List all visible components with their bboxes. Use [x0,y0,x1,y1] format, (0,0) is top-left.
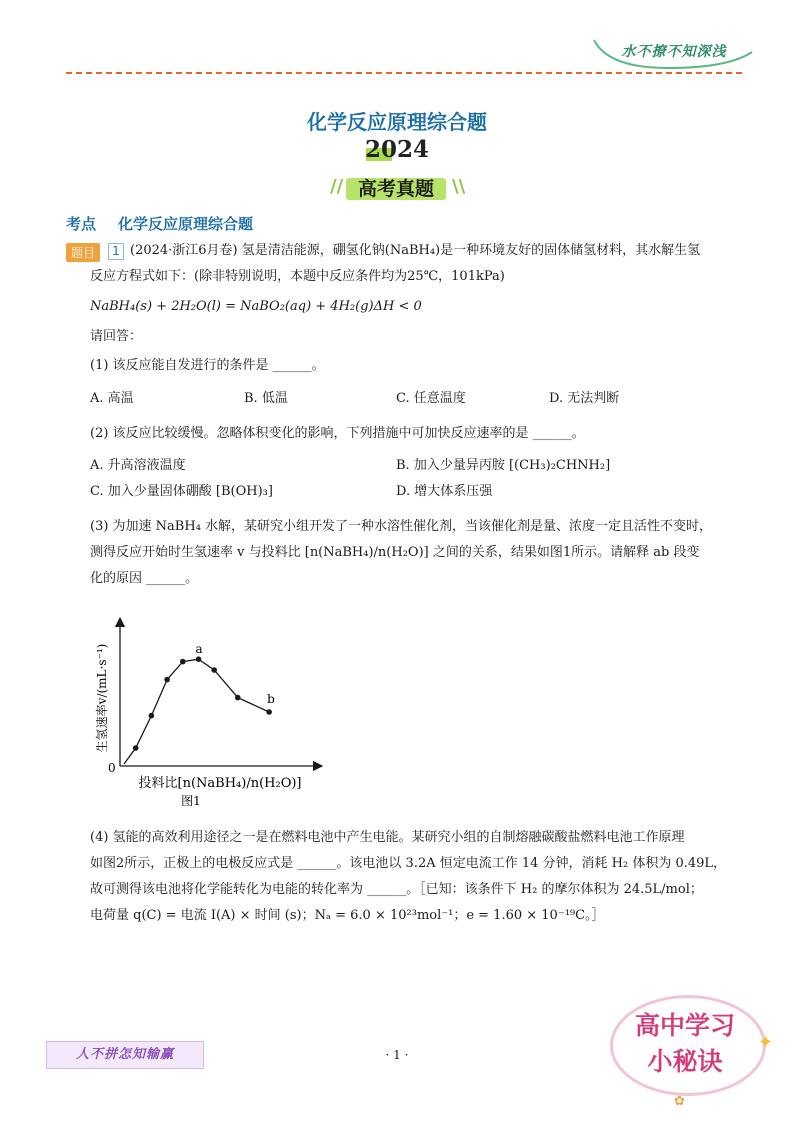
q4-line2: 如图2所示，正极上的电极反应式是 ______。该电池以 3.2A 恒定电流工作 14 分钟，消耗 H₂ 体积为 0.49L， [90,856,727,871]
q3-line2: 测得反应开始时生氢速率 v 与投料比 [n(NaBH₄)/n(H₂O)] 之间的关系，结果如图1所示。请解释 ab 段变 [90,545,700,560]
page-title: 化学反应原理综合题 [307,110,487,134]
series-group [124,656,272,764]
q2-stem: (2) 该反应比较缓慢。忽略体积变化的影响，下列措施中可加快反应速率的是 ______。 [90,426,585,441]
figure1-chart [86,616,336,816]
q4-line3: 故可测得该电池将化学能转化为电能的转化率为 ______。［已知：该条件下 H₂ 的摩尔体积为 24.5L/mol； [90,882,703,897]
motto-arc-decoration [588,34,758,72]
header-divider [66,72,742,74]
flower-icon: ✿ [674,1094,685,1109]
q3-line1: (3) 为加速 NaBH₄ 水解，某研究小组开发了一种水溶性催化剂，当该催化剂是量、浓度一定且活性不变时， [90,519,713,534]
data-point-6 [211,667,217,673]
point-label-a: a [195,642,203,657]
answer-prompt: 请回答： [90,329,143,344]
data-point-8 [266,709,272,715]
q1-option-a: A. 高温 [90,391,134,406]
q4-line4: 电荷量 q(C) = 电流 I(A) × 时间 (s)；Nₐ = 6.0 × 10²³mol⁻¹；e = 1.60 × 10⁻¹⁹C。］ [90,908,605,923]
q4-line1: (4) 氢能的高效利用途径之一是在燃料电池中产生电能。某研究小组的自制熔融碳酸盐燃料电池工作原理 [90,830,685,845]
q2-option-d: D. 增大体系压强 [396,484,493,499]
q2-option-c: C. 加入少量固体硼酸 [B(OH)₃] [90,484,273,499]
q1-option-d: D. 无法判断 [549,391,620,406]
y-axis-label: 生氢速率v/(mL·s⁻¹) [95,643,109,753]
footer-motto: 人不拼怎知输赢 [46,1041,204,1069]
question-intro-line2: 反应方程式如下：(除非特别说明，本题中反应条件均为25℃，101kPa) [90,269,505,284]
q2-option-b: B. 加入少量异丙胺 [(CH₃)₂CHNH₂] [396,458,611,473]
section-heading [66,213,253,234]
stamp-line2: 小秘诀 [647,1047,723,1076]
exam-badge: 高考真题 [357,178,434,200]
section-label: 考点 [66,215,97,233]
data-point-7 [235,695,241,701]
header-motto: 水不撩不知深浅 [621,44,727,60]
data-point-1 [133,745,139,751]
q2-option-a: A. 升高溶液温度 [90,458,186,473]
point-label-b: b [267,692,275,706]
question-intro-line1: (2024·浙江6月卷) 氢是清洁能源，硼氢化钠(NaBH₄)是一种环境友好的固体储氢材料，其水解生氢 [130,243,701,258]
q1-stem: (1) 该反应能自发进行的条件是 ______。 [90,358,325,373]
badge-slash-right: \\ [452,176,466,197]
q3-line3: 化的原因 ______。 [90,571,199,586]
reaction-equation: NaBH₄(s) + 2H₂O(l) = NaBO₂(aq) + 4H₂(g)ΔH < 0 [90,299,422,314]
x-axis-label: 投料比[n(NaBH₄)/n(H₂O)] [138,776,302,791]
data-point-5 [196,656,202,662]
badge-slash-left: // [330,176,344,197]
data-point-4 [180,659,186,665]
stamp-line1: 高中学习 [634,1011,735,1040]
figure1-caption: 图1 [181,794,201,808]
sparkle-icon: ✦ [758,1032,774,1053]
data-point-2 [149,713,155,719]
page-year: 2024 [364,136,429,163]
q1-option-b: B. 低温 [244,391,288,406]
question-number: 1 [108,243,124,260]
origin-label: 0 [108,761,116,775]
question-label: 题目 [66,243,100,262]
q1-option-c: C. 任意温度 [396,391,466,406]
section-name: 化学反应原理综合题 [118,215,254,233]
series-line [124,659,269,764]
page-number: · 1 · [385,1048,409,1062]
data-point-3 [164,677,170,683]
